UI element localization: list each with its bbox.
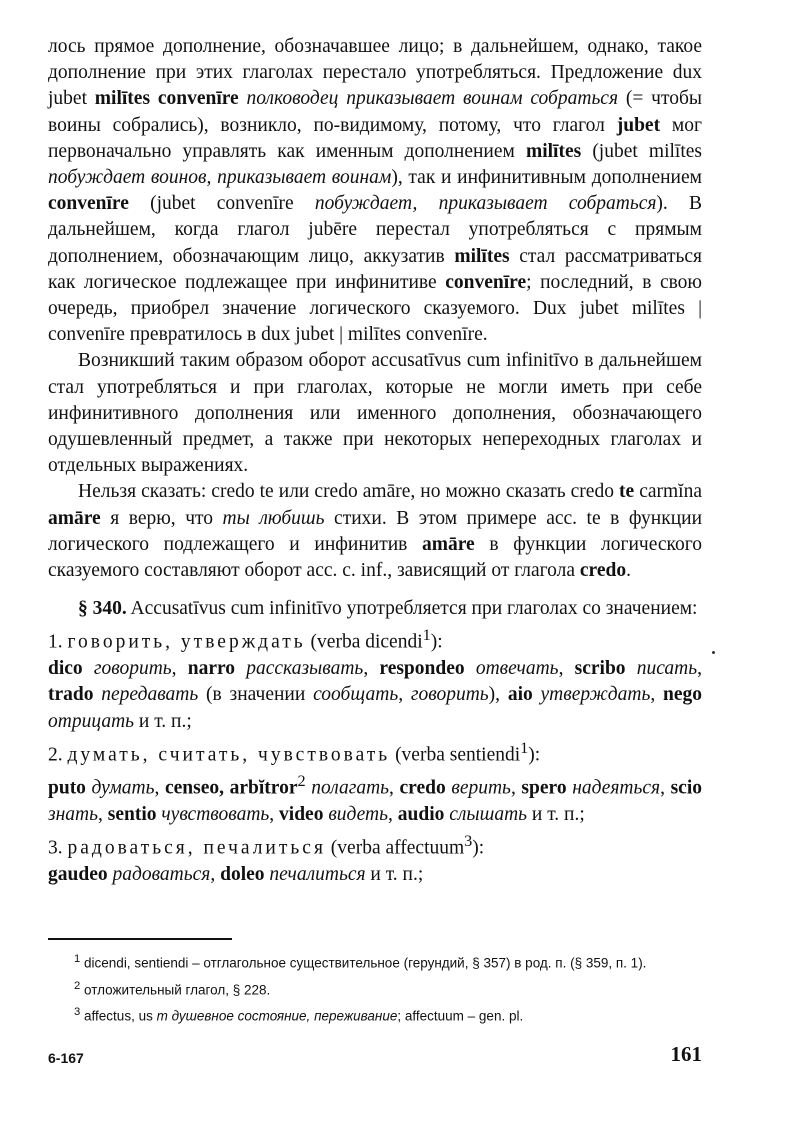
russian-translation: верить xyxy=(451,777,511,799)
latin-verb: censeo, arbĭtror xyxy=(164,777,298,799)
paragraph-3: Нельзя сказать: credo te или credo amāre, но можно сказать credo te carmĭna amāre я верю, что ты любишь стихи. В этом примере acc. te в функции логического подлежащего и инфинитив amāre в функции логического сказуемого составляют оборот acc. c. inf., зависящий от глагола credo. xyxy=(48,481,703,582)
category-heading: радоваться, печалиться xyxy=(67,837,326,859)
latin-verb: scribo xyxy=(574,658,626,680)
latin-verb: video xyxy=(279,804,324,826)
latin-verb: narro xyxy=(187,658,236,680)
latin-verb: aio xyxy=(507,684,533,706)
russian-translation: сообщать, говорить xyxy=(313,684,489,706)
footnote-1: $^1$ dicendi, sentiendi – отглагольное существительное (герундий, § 357) в род. п. (§ 359, п. 1). xyxy=(74,953,647,971)
russian-translation: радоваться xyxy=(112,864,211,886)
verb-examples-2: puto думать, censeo, arbĭtror$^2$ полагать, credo верить, spero надеяться, scio знать, sentio чувствовать, video видеть, audio слышать и т. п.; xyxy=(48,772,703,826)
latin-verb: scio xyxy=(670,777,703,799)
russian-translation: полагать xyxy=(311,777,390,799)
latin-verb: sentio xyxy=(107,804,157,826)
latin-verb: spero xyxy=(521,777,567,799)
russian-translation: знать xyxy=(48,804,98,826)
category-heading: думать, считать, чувствовать xyxy=(67,744,391,766)
russian-translation: надеяться xyxy=(572,777,661,799)
list-number: 3. xyxy=(48,837,63,859)
verb-examples-3: gaudeo радоваться, doleo печалиться и т. п.; xyxy=(48,864,424,886)
paragraph-2: Возникший таким образом оборот accusatīvus cum infinitīvo в дальнейшем стал употребляться и при глаголах, которые не могли иметь при себе инфинитивного дополнения или именного дополнения, обозначающего одушевленный предмет, а также при некоторых непереходных глаголах и отдельных выражениях. xyxy=(48,350,702,477)
verb-category-2: 2. думать, считать, чувствовать (verba sentiendi$^1$): xyxy=(48,738,541,766)
verb-category-3: 3. радоваться, печалиться (verba affectuum$^3$): xyxy=(48,832,485,859)
paragraph-1: лось прямое дополнение, обозначавшее лицо; в дальнейшем, однако, такое дополнение при этих глаголах перестало употребляться. Предложение dux jubet milītes convenīre полководец приказывает воинам собраться (= чтобы воины собрались), возникло, по-видимому, потому, что глагол jubet мог первоначально управлять как именным дополнением milītes (jubet milītes побуждает воинов, приказывает воинам), так и инфинитивным дополнением convenīre (jubet convenīre побуждает, приказывает собраться). В дальнейшем, когда глагол jubēre перестал употребляться с прямым дополнением, обозначающим лицо, аккузатив milītes стал рассматриваться как логическое подлежащее при инфинитиве convenīre; последний, в свою очередь, приобрел значение логического сказуемого. Dux jubet milītes | convenīre превратилось в dux jubet | milītes convenīre. xyxy=(48,36,703,346)
list-number: 1. xyxy=(48,631,63,653)
latin-verb: dico xyxy=(48,658,83,680)
footnote-2: $^2$ отложительный глагол, § 228. xyxy=(74,979,271,997)
russian-translation: передавать xyxy=(101,684,199,706)
latin-verb: credo xyxy=(399,777,446,799)
latin-verb: doleo xyxy=(220,864,265,886)
latin-verb: puto xyxy=(48,777,86,799)
latin-verb: nego xyxy=(663,684,703,706)
section-340-intro: § 340. Accusatīvus cum infinitīvo употребляется при глаголах со значением: xyxy=(78,598,698,620)
russian-translation: отвечать xyxy=(475,658,559,680)
latin-verb: trado xyxy=(48,684,94,706)
print-speck xyxy=(712,651,715,654)
list-number: 2. xyxy=(48,744,63,766)
russian-translation: чувствовать xyxy=(161,804,270,826)
verb-category-list xyxy=(48,622,702,888)
latin-verb: respondeo xyxy=(379,658,465,680)
russian-translation: рассказывать xyxy=(246,658,364,680)
section-number: § 340. xyxy=(78,598,127,620)
russian-translation: слышать xyxy=(449,804,528,826)
russian-translation: думать xyxy=(91,777,155,799)
category-heading: говорить, утверждать xyxy=(67,631,306,653)
russian-translation: говорить xyxy=(93,658,172,680)
printer-signature: 6-167 xyxy=(48,1050,84,1066)
russian-translation: печалиться xyxy=(269,864,366,886)
verb-examples-1: dico говорить, narro рассказывать, respondeo отвечать, scribo писать, trado передавать (в значении сообщать, говорить), aio утверждать, nego отрицать и т. п.; xyxy=(48,658,703,732)
page-number: 161 xyxy=(670,1042,702,1066)
latin-verb: audio xyxy=(397,804,445,826)
footnote-3: $^3$ affectus, us m душевное состояние, переживание; affectuum – gen. pl. xyxy=(74,1006,524,1024)
latin-verb: gaudeo xyxy=(48,864,108,886)
verb-category-1: 1. говорить, утверждать (verba dicendi$^1$): xyxy=(48,626,443,653)
footnote-divider xyxy=(48,938,232,940)
russian-translation: видеть xyxy=(328,804,388,826)
footnotes xyxy=(48,948,702,1028)
russian-translation: писать xyxy=(636,658,698,680)
main-text xyxy=(48,34,702,888)
russian-translation: утверждать xyxy=(540,684,651,706)
russian-translation: отрицать xyxy=(48,710,135,732)
